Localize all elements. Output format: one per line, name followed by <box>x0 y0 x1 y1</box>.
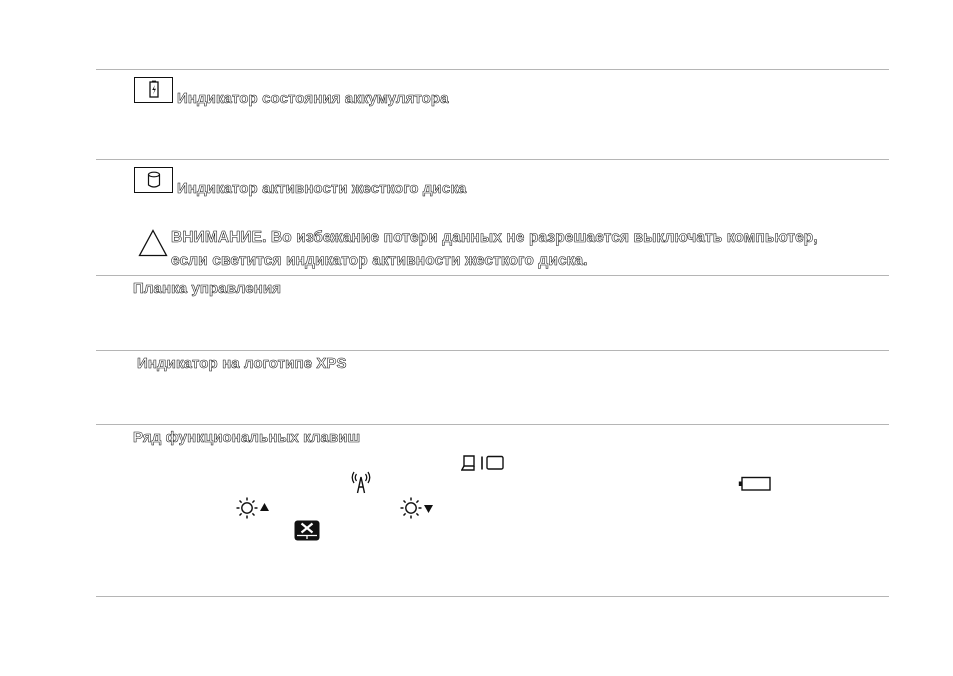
hdd-activity-title: Индикатор активности жесткого диска <box>177 180 467 197</box>
display-switch-icon <box>461 454 505 472</box>
section-divider <box>96 350 889 351</box>
control-strip-title: Планка управления <box>133 280 282 297</box>
wireless-antenna-icon <box>349 471 373 495</box>
section-divider <box>96 596 889 597</box>
brightness-up-icon <box>236 497 272 519</box>
touchpad-toggle-icon <box>294 520 320 541</box>
section-divider <box>96 424 889 425</box>
warning-lead: ВНИМАНИЕ. <box>171 229 267 246</box>
warning-text-line1 <box>171 229 818 247</box>
xps-logo-indicator-title: Индикатор на логотипе XPS <box>137 355 347 372</box>
battery-icon <box>134 77 173 103</box>
hard-drive-icon <box>134 167 173 193</box>
warning-text-rest: Во избежание потери данных не разрешается выключать компьютер, <box>266 229 818 246</box>
battery-meter-icon <box>738 476 772 492</box>
section-divider <box>96 275 889 276</box>
function-keys-title: Ряд функциональных клавиш <box>133 429 361 446</box>
warning-text-line2: если светится индикатор активности жесткого диска. <box>171 252 588 269</box>
brightness-down-icon <box>400 497 436 519</box>
warning-triangle-icon <box>138 229 168 257</box>
battery-status-title: Индикатор состояния аккумулятора <box>177 90 449 107</box>
section-divider <box>96 69 889 70</box>
section-divider <box>96 159 889 160</box>
